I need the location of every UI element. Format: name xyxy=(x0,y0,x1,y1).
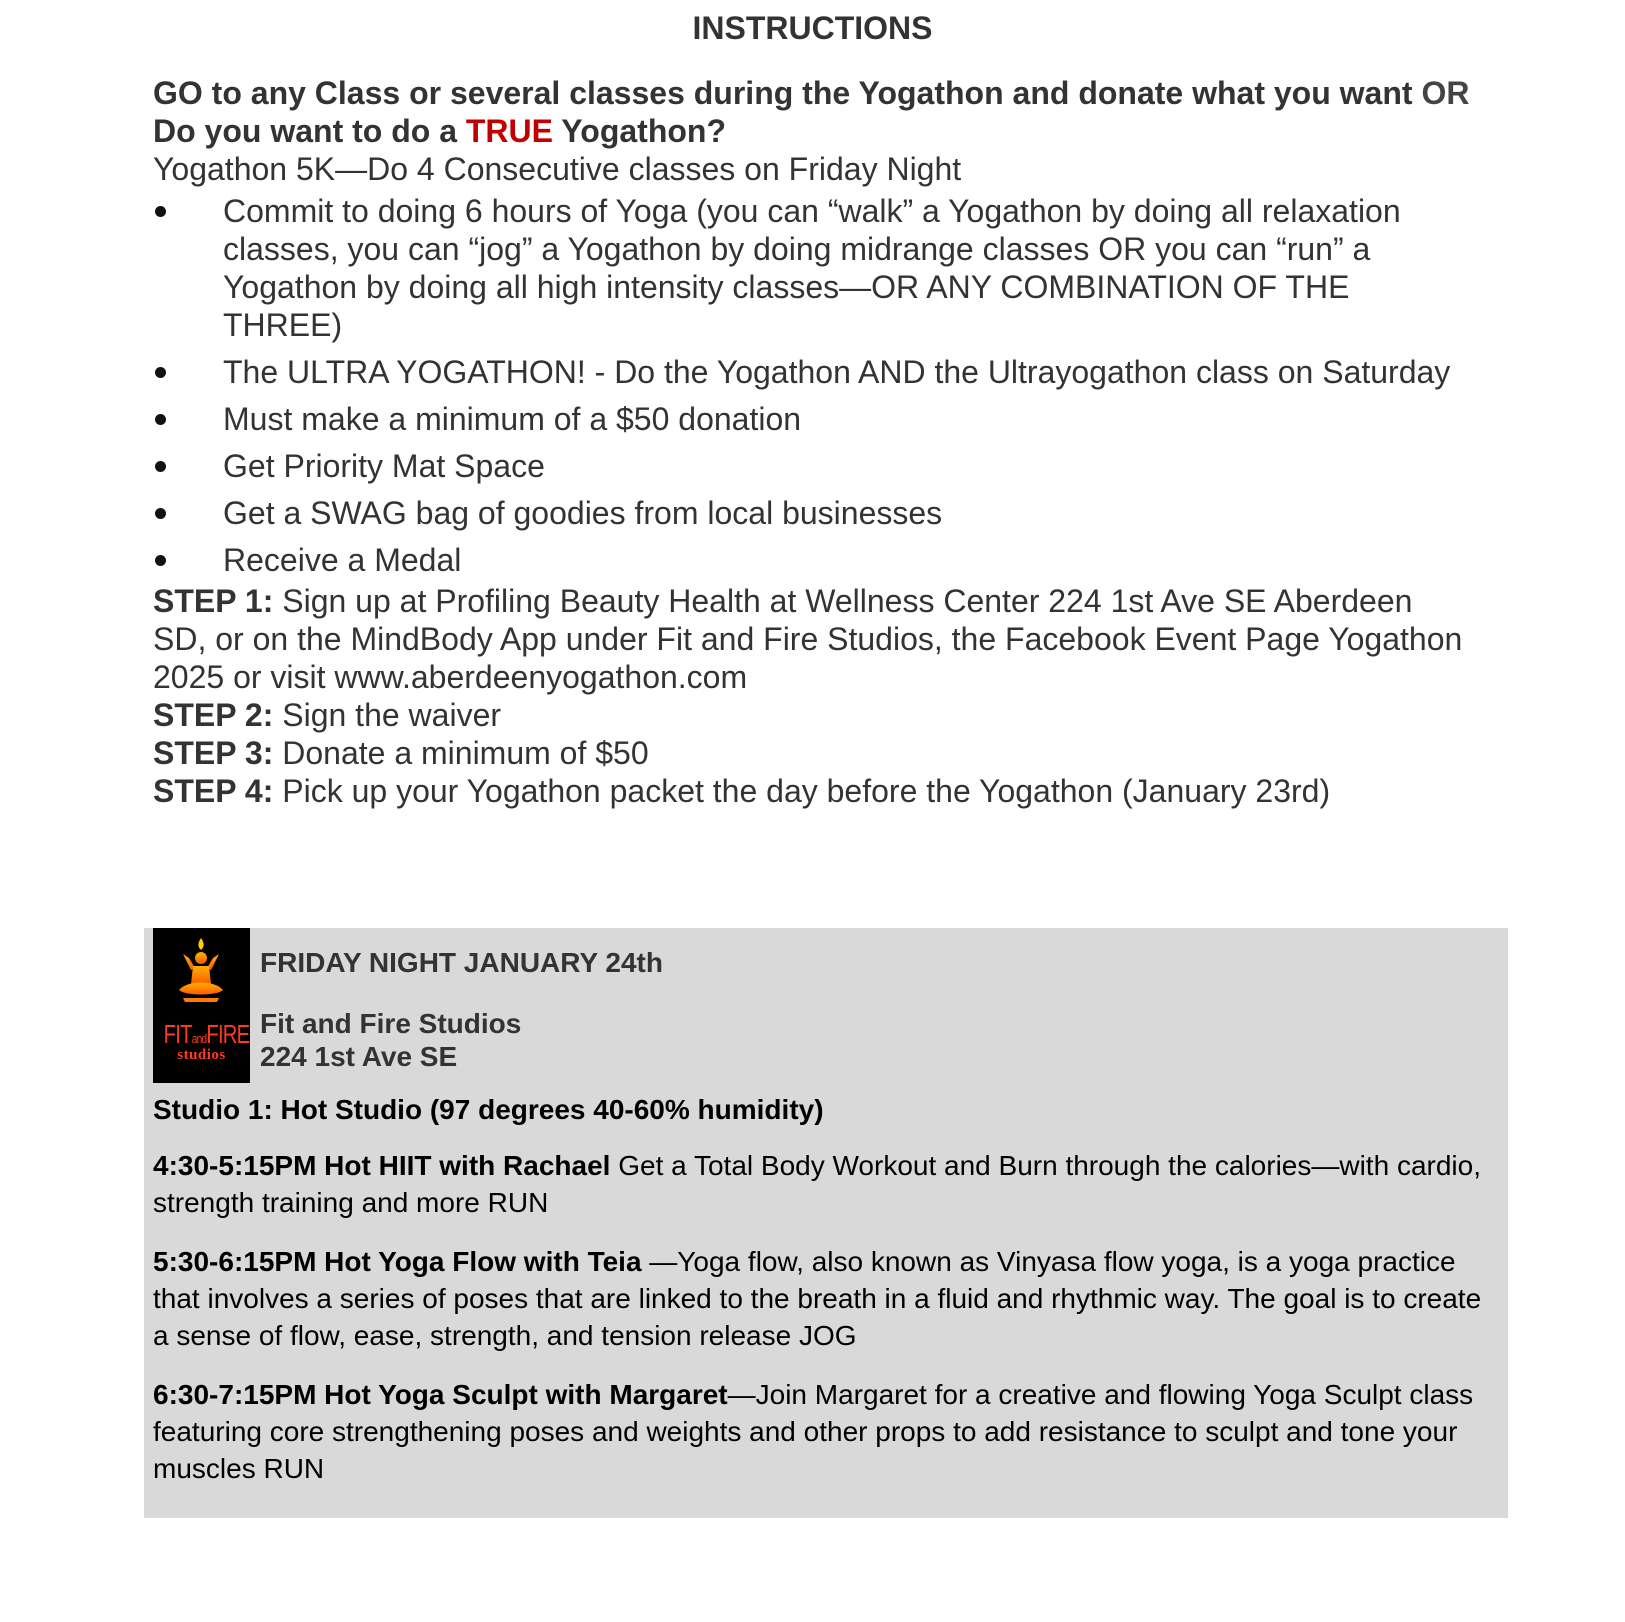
bullet-icon xyxy=(155,461,166,472)
intro-line-2-suffix: Yogathon? xyxy=(561,113,726,149)
class-description: Get a Total Body Workout and Burn through the calories—with cardio, strength training and more RUN xyxy=(153,1150,1481,1218)
step-text: Donate a minimum of $50 xyxy=(273,735,649,771)
bullet-icon xyxy=(155,367,166,378)
class-entry xyxy=(153,1243,1488,1354)
logo-fire: FIRE xyxy=(206,1019,250,1049)
fit-and-fire-logo xyxy=(153,928,250,1083)
class-schedule xyxy=(153,1093,1488,1509)
list-item xyxy=(153,494,1473,532)
studio-heading: Studio 1: Hot Studio (97 degrees 40-60% humidity) xyxy=(153,1094,824,1125)
class-description: —Join Margaret for a creative and flowing Yoga Sculpt class featuring core strengthening poses and weights and other props to add resistance to sculpt and tone your muscles RUN xyxy=(153,1379,1474,1484)
list-item xyxy=(153,541,1473,579)
bullet-icon xyxy=(155,508,166,519)
class-time-title: 5:30-6:15PM Hot Yoga Flow with Teia xyxy=(153,1246,642,1277)
intro-line-1 xyxy=(153,74,1473,112)
steps-list xyxy=(153,582,1473,810)
intro-line-1-text: GO to any Class or several classes during the Yogathon and donate what you want xyxy=(153,75,1413,111)
step-2 xyxy=(153,696,1473,734)
bullet-icon xyxy=(155,414,166,425)
bullet-icon xyxy=(155,555,166,566)
logo-fit: FIT xyxy=(163,1019,192,1049)
intro-line-3: Yogathon 5K—Do 4 Consecutive classes on Friday Night xyxy=(153,151,962,187)
true-highlight: TRUE xyxy=(465,113,553,149)
venue-address: 224 1st Ave SE xyxy=(260,1041,458,1072)
list-item-text: Get a SWAG bag of goodies from local businesses xyxy=(223,495,943,531)
venue-name: Fit and Fire Studios xyxy=(260,1008,522,1039)
step-text: Pick up your Yogathon packet the day before the Yogathon (January 23rd) xyxy=(273,773,1331,809)
list-item-text: Commit to doing 6 hours of Yoga (you can “walk” a Yogathon by doing all relaxation classes, you can “jog” a Yogathon by doing midrange classes OR you can “run” a Yogathon by doing all high intensity classes—OR ANY COMBINATION OF THE THREE) xyxy=(223,193,1401,343)
step-label: STEP 1: xyxy=(153,583,274,619)
step-4 xyxy=(153,772,1473,810)
class-entry xyxy=(153,1376,1488,1487)
step-text: Sign up at Profiling Beauty Health at Wellness Center 224 1st Ave SE Aberdeen SD, or on the MindBody App under Fit and Fire Studios, the Facebook Event Page Yogathon 2025 or visit www.aberdeenyogathon.com xyxy=(153,583,1463,695)
list-item xyxy=(153,447,1473,485)
benefits-list xyxy=(153,192,1473,579)
logo-studios: studios xyxy=(177,1047,226,1063)
step-1 xyxy=(153,582,1473,696)
meditating-figure-icon xyxy=(153,928,250,1020)
intro-line-2 xyxy=(153,112,1473,150)
list-item-text: The ULTRA YOGATHON! - Do the Yogathon AND the Ultrayogathon class on Saturday xyxy=(223,354,1451,390)
step-text: Sign the waiver xyxy=(273,697,502,733)
step-label: STEP 3: xyxy=(153,735,274,771)
bullet-icon xyxy=(155,206,166,217)
class-description: —Yoga flow, also known as Vinyasa flow yoga, is a yoga practice that involves a series of poses that are linked to the breath in a fluid and rhythmic way. The goal is to create a sense of flow, ease, strength, and tension release JOG xyxy=(153,1246,1482,1351)
list-item xyxy=(153,400,1473,438)
venue-info xyxy=(260,1007,521,1073)
list-item-text: Get Priority Mat Space xyxy=(223,448,545,484)
instructions-section xyxy=(153,74,1473,810)
intro-or: OR xyxy=(1421,75,1470,111)
step-label: STEP 4: xyxy=(153,773,274,809)
step-3 xyxy=(153,734,1473,772)
list-item xyxy=(153,192,1473,344)
event-date: FRIDAY NIGHT JANUARY 24th xyxy=(260,947,663,978)
class-time-title: 4:30-5:15PM Hot HIIT with Rachael xyxy=(153,1150,611,1181)
page-title: INSTRUCTIONS xyxy=(692,10,933,46)
list-item-text: Receive a Medal xyxy=(223,542,462,578)
logo-and: and xyxy=(191,1031,207,1046)
list-item xyxy=(153,353,1473,391)
class-entry xyxy=(153,1147,1488,1221)
intro-line-2-prefix: Do you want to do a xyxy=(153,113,457,149)
list-item-text: Must make a minimum of a $50 donation xyxy=(223,401,802,437)
step-label: STEP 2: xyxy=(153,697,274,733)
class-time-title: 6:30-7:15PM Hot Yoga Sculpt with Margaret xyxy=(153,1379,728,1410)
